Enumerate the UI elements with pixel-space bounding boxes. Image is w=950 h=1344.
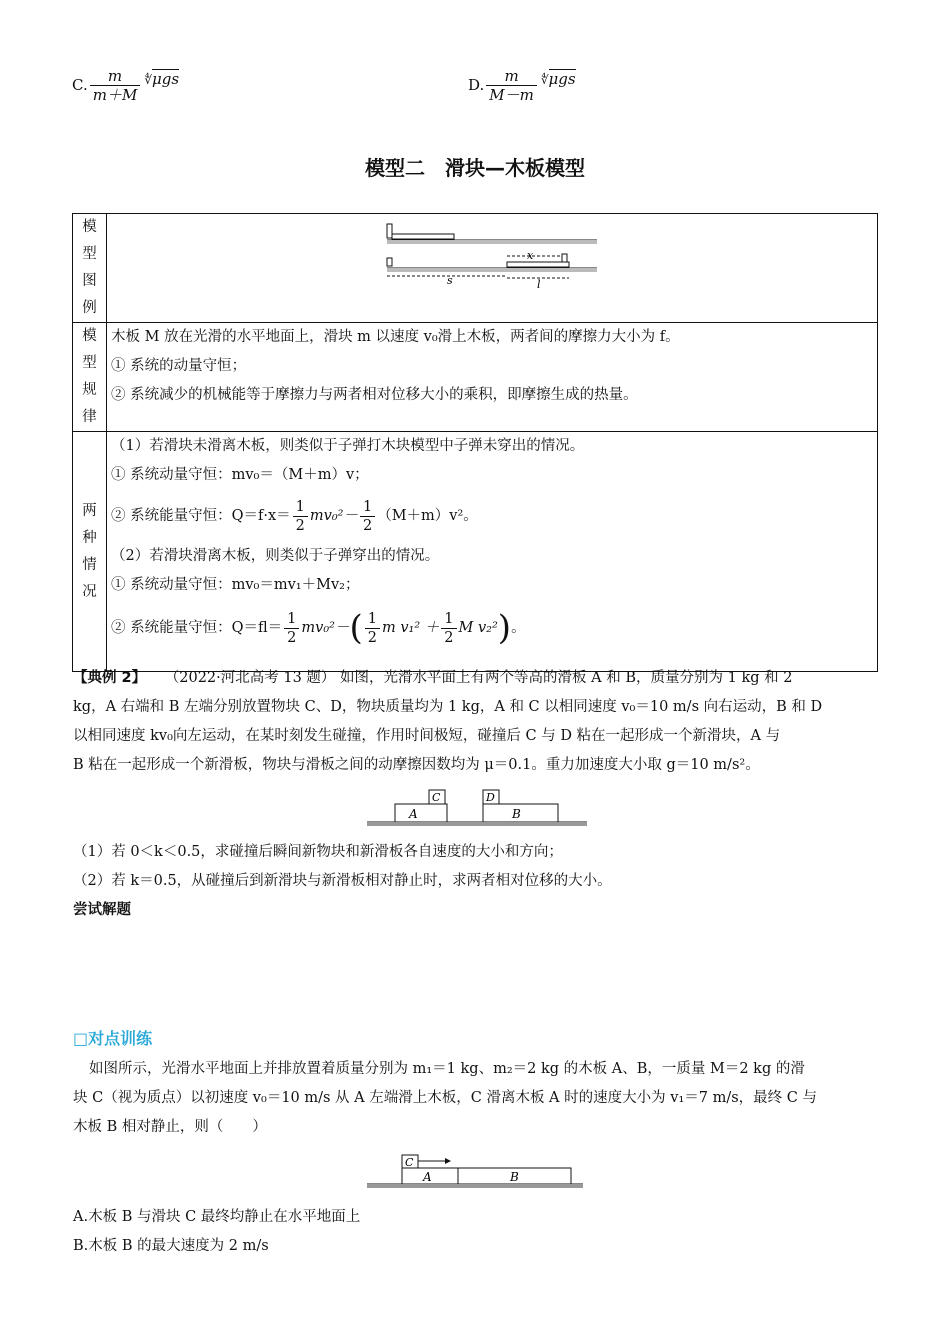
option-d-numerator: m [486,67,537,86]
half-fraction [441,610,456,647]
block-bottom [562,254,567,262]
example-text-1: 如图，光滑水平面上有两个等高的滑板 A 和 B，质量分别为 1 kg 和 2 [340,670,793,686]
case2-energy-mid: mv₀²－ [301,619,350,636]
slider-board-diagram [107,214,877,304]
option-d-fraction [486,67,537,104]
option-d-radicand: μgs [548,70,576,88]
half-fraction [293,498,308,535]
question-1: （1）若 0＜k＜0.5，求碰撞后瞬间新物块和新滑板各自速度的大小和方向； [73,844,563,860]
rules-line-2: ① 系统的动量守恒； [111,358,247,374]
half-den: 2 [444,629,454,646]
board-bottom [507,262,569,267]
table-row [73,323,878,432]
ground-hatch [367,822,587,826]
half-fraction [365,610,380,647]
cases-cell [107,432,878,672]
option-c-denominator: m＋M [92,85,138,104]
training-options [73,1203,878,1261]
example-text-3: 以相同速度 kv₀向左运动，在某时刻发生碰撞，作用时间极短，碰撞后 C 与 D 粘在一起形成一个新滑块，A 与 [73,728,781,744]
half-num: 1 [284,610,299,629]
root-icon: ∜ [540,73,549,87]
rules-cell [107,323,878,432]
block-d-label: D [486,791,495,804]
model-table [72,213,878,672]
case2-title: （2）若滑块滑离木板，则类似于子弹穿出的情况。 [111,548,440,564]
case1-energy [111,490,873,542]
option-c [72,62,179,108]
table-row [73,432,878,672]
block-c-label: C [405,1156,414,1169]
training-text-3: 木板 B 相对静止，则（ ） [73,1119,267,1135]
case2-energy-b: M v₂² [458,619,498,636]
case1-energy-end: （M＋m）v²。 [377,507,478,524]
plate-a-label: A [409,807,418,821]
case2-energy-end: 。 [511,619,526,636]
option-b: B.木板 B 的最大速度为 2 m/s [73,1238,269,1254]
rules-line-3: ② 系统减少的机械能等于摩擦力与两者相对位移大小的乘积，即摩擦生成的热量。 [111,387,638,403]
board-bottom-left [387,258,392,266]
option-d-root [541,70,576,88]
root-icon: ∜ [144,73,152,87]
case2-energy-prefix: ② 系统能量守恒：Q＝fl＝ [111,619,283,636]
example-source: （2022·河北高考 13 题） [164,670,336,686]
row-label-diagram: 模型图例 [73,214,107,323]
option-c-radicand: μgs [151,70,180,88]
half-den: 2 [287,629,297,646]
case2-energy [111,600,873,656]
option-a: A.木板 B 与滑块 C 最终均静止在水平地面上 [73,1209,361,1225]
plate-b-label: B [512,807,521,821]
board-a-label: A [423,1170,432,1184]
diagram-cell [107,214,878,323]
ground-hatch-top [387,240,597,244]
ground-hatch-bottom [387,268,597,272]
example-line-1 [73,664,878,693]
board-b-label: B [510,1170,519,1184]
case1-energy-prefix: ② 系统能量守恒：Q＝f·x＝ [111,507,291,524]
plate-a [395,804,447,822]
table-row [73,214,878,323]
half-num: 1 [365,610,380,629]
case2-energy-a: m v₁² ＋ [381,619,440,636]
half-num: 1 [360,498,375,517]
right-paren: ) [497,608,512,648]
left-paren: ( [349,608,363,648]
option-c-label: C. [72,76,88,94]
block-c-label: C [432,791,441,804]
case1-title: （1）若滑块未滑离木板，则类似于子弹打木块模型中子弹未穿出的情况。 [111,438,585,454]
example-paragraph [73,664,878,780]
x-label: x [527,249,534,262]
option-c-fraction [90,67,141,104]
block-top [387,224,392,238]
training-paragraph [73,1055,878,1142]
example-text-2: kg，A 右端和 B 左端分别放置物块 C、D，物块质量均为 1 kg，A 和 C 以相同速度 v₀＝10 m/s 向右运动，B 和 D [73,699,823,715]
l-label: l [537,278,541,291]
example-tag: 【典例 2】 [73,670,147,686]
case1-momentum: ① 系统动量守恒：mv₀＝（M＋m）v； [111,467,369,483]
training-text-1: 如图所示，光滑水平地面上并排放置着质量分别为 m₁＝1 kg、m₂＝2 kg 的木板 A、B，一质量 M＝2 kg 的滑 [89,1061,805,1077]
option-d-denominator: M－m [489,85,534,104]
half-fraction [360,498,375,535]
option-d [468,62,576,108]
ground-hatch [367,1184,583,1188]
board-top [392,234,454,239]
row-label-cases: 两种情况 [73,432,107,672]
case2-momentum: ① 系统动量守恒：mv₀＝mv₁＋Mv₂； [111,577,360,593]
row-label-rules: 模型规律 [73,323,107,432]
questions [73,838,878,925]
option-c-root [144,70,179,88]
case1-energy-mid: mv₀²－ [309,507,358,524]
half-num: 1 [293,498,308,517]
training-figure [365,1151,585,1193]
question-2: （2）若 k＝0.5，从碰撞后到新滑块与新滑板相对静止时，求两者相对位移的大小。 [73,873,612,889]
training-text-2: 块 C（视为质点）以初速度 v₀＝10 m/s 从 A 左端滑上木板，C 滑离木板 A 时的速度大小为 v₁＝7 m/s，最终 C 与 [73,1090,817,1106]
option-c-numerator: m [90,67,141,86]
rules-line-1: 木板 M 放在光滑的水平地面上，滑块 m 以速度 v₀滑上木板，两者间的摩擦力大小为 f。 [111,329,680,345]
try-solve-heading: 尝试解题 [73,902,131,918]
s-label: s [447,274,453,287]
half-den: 2 [295,517,305,534]
half-den: 2 [362,517,373,534]
training-title: □对点训练 [73,1029,153,1048]
section-title: 模型二 滑块—木板模型 [365,156,585,180]
half-num: 1 [441,610,456,629]
option-d-label: D. [468,76,485,94]
example-text-4: B 粘在一起形成一个新滑板，物块与滑板之间的动摩擦因数均为 μ＝0.1。重力加速度大小取 g＝10 m/s²。 [73,757,760,773]
example-figure [365,786,590,830]
arrow-head-icon [445,1158,451,1164]
half-fraction [284,610,299,647]
half-den: 2 [367,629,377,646]
